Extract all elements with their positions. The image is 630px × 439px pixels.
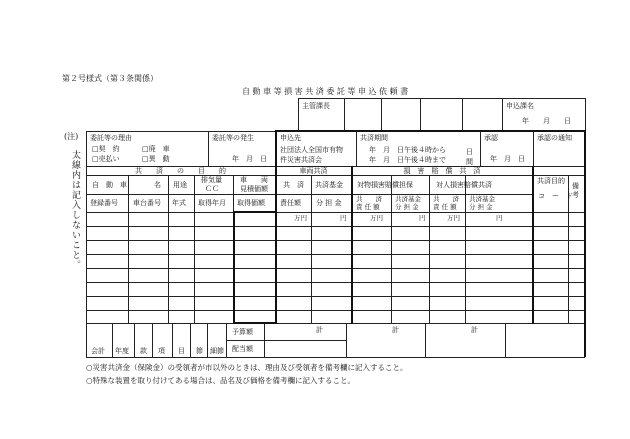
- col-taijin-kikin: 共済基金: [469, 195, 495, 203]
- col-cc: ＣＣ: [205, 185, 219, 193]
- unit-yen-2: 円: [419, 214, 426, 222]
- footer-nendo: 年度: [115, 347, 129, 355]
- col-taijin-sekinin: 責 任 額: [433, 203, 457, 211]
- kyosai-mokuteki-header: 共 済 の 目 的: [135, 167, 226, 175]
- shonin-tsuchi-label: 承認の通知: [537, 134, 572, 142]
- footer-kei-3: 計: [471, 326, 478, 334]
- col-biko: 備 考: [572, 182, 593, 199]
- footer-kaikei: 会計: [91, 347, 105, 355]
- side-note: 太線内は記入しないこと。: [70, 150, 80, 270]
- checkbox-uriharai[interactable]: □売払い: [92, 155, 120, 163]
- unit-yen-1: 円: [340, 214, 347, 222]
- col-sharyo-top: 車 両: [240, 176, 268, 184]
- col-nenshiki: 年式: [172, 199, 186, 207]
- footer-kan: 款: [140, 347, 147, 355]
- sharyo-kyosai-header: 車両共済: [299, 167, 328, 175]
- col-jidosha: 自 動 車: [92, 181, 127, 189]
- note-2: ○特殊な装置を取り付けてある場合は、品名及び価格を備考欄に記入すること。: [86, 376, 356, 385]
- shonin-date: 年 月 日: [490, 155, 525, 163]
- col-taibutsu: 対物損害賠償担保: [357, 181, 413, 189]
- period-line2: 年 月 日午後４時まで: [369, 156, 446, 164]
- itaku-hassei-label: 委託等の発生: [212, 134, 254, 142]
- songai-baisho-header: 損 害 賠 償 共 済: [403, 167, 481, 175]
- unit-man-yen-1: 万円: [294, 214, 307, 222]
- footer-haito-gaku: 配当額: [232, 345, 253, 353]
- checkbox-ido[interactable]: □異 動: [142, 155, 170, 163]
- col-sekinin-gaku: 責任額: [280, 199, 301, 207]
- shukan-kacho-label: 主管課長: [302, 102, 330, 110]
- footer-saisetsu: 細節: [210, 347, 224, 355]
- col-toroku-bango: 登録番号: [90, 199, 118, 207]
- footer-ko: 項: [158, 347, 165, 355]
- footer-moku: 目: [178, 347, 185, 355]
- col-shadai-bango: 車台番号: [133, 199, 161, 207]
- footer-kei-2: 計: [392, 326, 399, 334]
- col-mei: 名: [154, 181, 161, 189]
- moshikomisaki-line2: 件災害共済会: [280, 156, 322, 164]
- period-days: 日間: [466, 148, 473, 166]
- col-taibutsu-buntankin: 分 担 金: [395, 203, 419, 211]
- moshikomisaki-line1: 社団法人全国市有物: [280, 146, 343, 154]
- col-kyosai: 共 済: [283, 181, 304, 189]
- footer-setsu: 節: [196, 347, 203, 355]
- col-taibutsu-sekinin: 責 任 額: [356, 203, 380, 211]
- form-code: 第２号様式（第３条関係）: [62, 74, 158, 83]
- col-shutoku-kagaku: 取得価額: [237, 199, 265, 207]
- col-code: コ ー ド: [538, 192, 573, 200]
- note-label: (注): [64, 132, 79, 141]
- col-yoto: 用途: [173, 181, 187, 189]
- col-kyosai-mokuteki: 共済目的: [537, 177, 565, 185]
- col-taibutsu-kyosai: 共 済: [356, 195, 382, 203]
- moshikomi-kamei-label: 申込課名: [506, 102, 534, 110]
- itaku-date: 年 月 日: [232, 155, 267, 163]
- period-line1: 年 月 日午後４時から: [369, 146, 446, 154]
- checkbox-haisha[interactable]: □廃 車: [142, 145, 170, 153]
- col-taijin-buntankin: 分 担 金: [469, 203, 493, 211]
- col-haikiryo: 排気量: [201, 176, 222, 184]
- unit-man-yen-3: 万円: [447, 214, 460, 222]
- col-taijin-kyosai: 共 済: [433, 195, 459, 203]
- unit-man-yen-2: 万円: [370, 214, 383, 222]
- col-taijin: 対人損害賠償共済: [436, 181, 492, 189]
- page-title: 自 動 車 等 損 害 共 済 委 託 等 申 込 依 頼 書: [242, 87, 409, 96]
- col-taibutsu-kikin: 共済基金: [395, 195, 421, 203]
- footer-kei-1: 計: [316, 326, 323, 334]
- note-1: ○災害共済金（保険金）の受領者が市以外のときは、理由及び受領者を備考欄に記入すること。: [86, 363, 408, 372]
- col-buntankin: 分 担 金: [316, 199, 342, 207]
- footer-yosan-gaku: 予算額: [232, 328, 253, 336]
- itaku-reason-label: 委託等の理由: [90, 134, 132, 142]
- kyosai-kikan-label: 共済期間: [360, 134, 388, 142]
- col-sharyo-bottom: 見積価額: [240, 185, 268, 193]
- col-kyosai-kikin: 共済基金: [315, 181, 343, 189]
- col-shutoku-nengetsu: 取得年月: [198, 199, 226, 207]
- shonin-label: 承認: [484, 134, 498, 142]
- moshikomi-date: 年 月 日: [522, 117, 571, 125]
- moshikomisaki-label: 申込先: [280, 134, 301, 142]
- checkbox-keiyaku[interactable]: □契 約: [92, 145, 120, 153]
- unit-yen-3: 円: [496, 214, 503, 222]
